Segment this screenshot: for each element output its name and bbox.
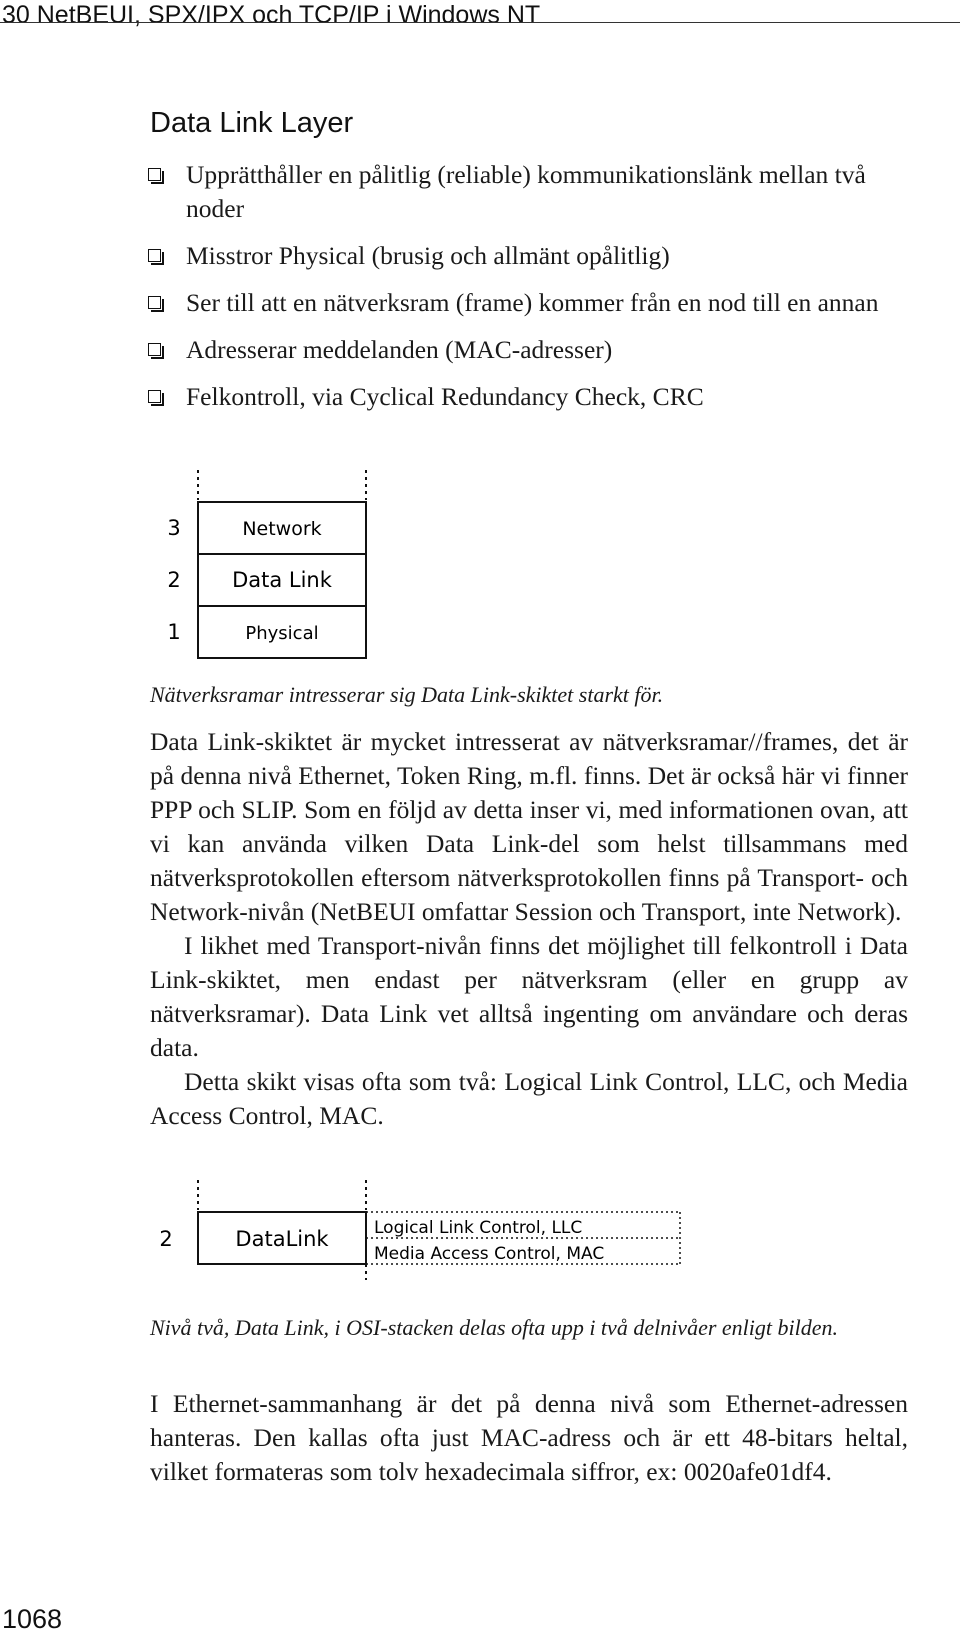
figure-caption: Nätverksramar intresserar sig Data Link-skiktet starkt för. [150, 682, 664, 707]
sublayer-label: Media Access Control, MAC [374, 1244, 605, 1264]
bullet-text: Felkontroll, via Cyclical Redundancy Check, CRC [186, 382, 704, 411]
bullet-text: Misstror Physical (brusig och allmänt opålitlig) [186, 241, 670, 270]
checkbox-bullet-icon [148, 390, 161, 403]
layer-label: Data Link [232, 568, 332, 592]
layer-label: DataLink [235, 1227, 329, 1251]
bullet-text: Adresserar meddelanden (MAC-adresser) [186, 335, 613, 364]
checkbox-bullet-icon [148, 249, 161, 262]
section-title: Data Link Layer [150, 107, 354, 139]
running-head: 30 NetBEUI, SPX/IPX och TCP/IP i Windows NT [2, 1, 541, 29]
layer-number: 3 [167, 516, 181, 540]
sublayer-label: Logical Link Control, LLC [374, 1218, 583, 1238]
layer-label: Network [242, 518, 322, 540]
osi-layer-stack-diagram [150, 470, 380, 660]
paragraph: Data Link-skiktet är mycket intresserat av nätverksramar//frames, det är på denna nivå Ethernet, Token Ring, m.fl. finns. Det är också här vi finner PPP och SLIP. Som en följd av detta inser vi, med informationen ovan, att vi kan använda vilken Data Link-del som helst tillsammans med nätverksprotokollen eftersom nätverksprotokollen finns på Transport- och Network-nivån (NetBEUI omfattar Session och Transport, inte Network). [150, 727, 908, 926]
checkbox-bullet-icon [148, 343, 161, 356]
bullet-item [148, 380, 908, 414]
bullet-item [148, 286, 908, 320]
header-rule [0, 22, 960, 23]
checkbox-bullet-icon [148, 296, 161, 309]
layer-number: 2 [167, 568, 181, 592]
paragraph: Detta skikt visas ofta som två: Logical Link Control, LLC, och Media Access Control, MAC. [150, 1067, 908, 1130]
figure-caption: Nivå två, Data Link, i OSI-stacken delas ofta upp i två delnivåer enligt bilden. [150, 1315, 838, 1340]
layer-number: 1 [167, 620, 181, 644]
bullet-list [148, 158, 908, 427]
closing-paragraph: I Ethernet-sammanhang är det på denna nivå som Ethernet-adressen hanteras. Den kallas ofta just MAC-adress och är ett 48-bitars heltal, vilket formateras som tolv hexadecimala siffror, ex: 0020afe01df4. [150, 1389, 908, 1486]
bullet-item [148, 333, 908, 367]
bullet-item [148, 239, 908, 273]
bullet-text: Ser till att en nätverksram (frame) kommer från en nod till en annan [186, 288, 879, 317]
layer-label: Physical [245, 623, 319, 644]
checkbox-bullet-icon [148, 168, 161, 181]
paragraph: I likhet med Transport-nivån finns det möjlighet till felkontroll i Data Link-skiktet, men endast per nätverksram (eller en grupp av nätverksramar). Data Link vet alltså ingenting om användare och deras data. [150, 931, 908, 1062]
page-number: 1068 [2, 1604, 63, 1634]
body-text [150, 725, 908, 1133]
bullet-text: Upprätthåller en pålitlig (reliable) kommunikationslänk mellan två noder [186, 160, 866, 223]
layer-number: 2 [159, 1227, 173, 1251]
data-link-sublayer-diagram [150, 1180, 690, 1290]
bullet-item [148, 158, 908, 226]
